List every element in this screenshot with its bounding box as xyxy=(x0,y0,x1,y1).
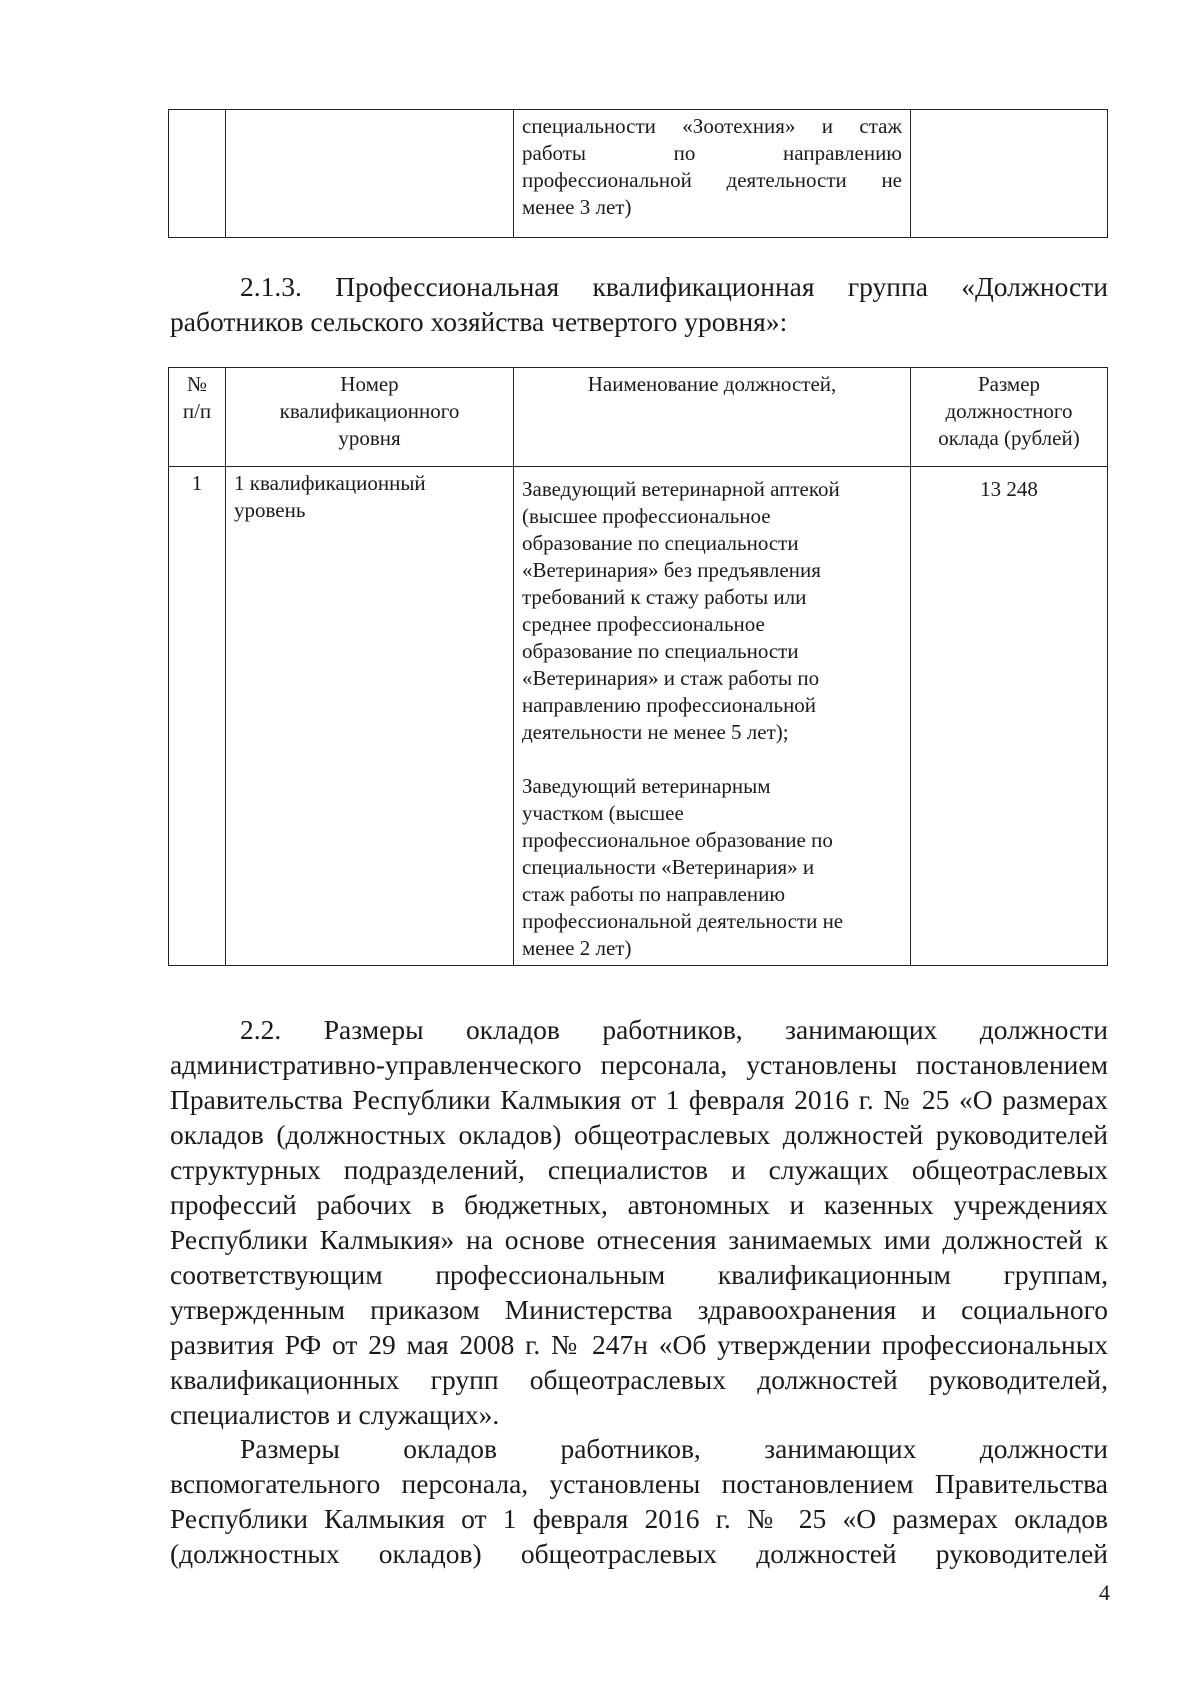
text-line: (должностных окладов) общеотраслевых должностей руководителей xyxy=(170,1538,1108,1569)
section-auxiliary-staff xyxy=(170,1431,1108,1571)
text-line: специальности «Зоотехния» и стаж xyxy=(522,114,902,138)
page-number: 4 xyxy=(1099,1580,1110,1605)
text-line: профессий рабочих в бюджетных, автономных и казенных учреждениях xyxy=(170,1189,1108,1220)
text-line: среднее профессиональное xyxy=(522,612,765,636)
text-line: Размеры окладов работников, занимающих должности xyxy=(240,1433,1108,1464)
header-text: п/п xyxy=(182,399,212,423)
cell-salary: 13 248 xyxy=(911,467,1108,966)
cell-num xyxy=(169,110,226,238)
text-line: профессиональной деятельности не xyxy=(522,909,844,933)
table-row xyxy=(169,467,1108,966)
table-header-row xyxy=(169,368,1108,467)
text-line: направлению профессиональной xyxy=(522,693,817,717)
text-line: профессиональной деятельности не xyxy=(522,168,902,192)
text-line: 2.2. Размеры окладов работников, занимающих должности xyxy=(240,1014,1108,1045)
header-text: № xyxy=(186,372,208,396)
cell-positions xyxy=(514,110,911,238)
table-row xyxy=(169,110,1108,238)
header-text: оклада (рублей) xyxy=(938,426,1080,450)
text-line: участком (высшее xyxy=(522,801,684,825)
header-text: Номер xyxy=(340,372,399,396)
text-line: деятельности не менее 5 лет); xyxy=(522,720,789,744)
text-line: уровень xyxy=(234,498,306,522)
cell-level xyxy=(226,110,514,238)
text-line: стаж работы по направлению xyxy=(522,882,786,906)
continuation-table xyxy=(168,109,1108,238)
text-line: Правительства Республики Калмыкия от 1 февраля 2016 г. № 25 «О размерах xyxy=(170,1084,1108,1115)
text-line: 2.1.3. Профессиональная квалификационная группа «Должности xyxy=(240,271,1108,302)
text-line: «Ветеринария» без предъявления xyxy=(522,558,821,582)
header-salary xyxy=(911,368,1108,467)
text-line: требований к стажу работы или xyxy=(522,585,807,609)
cell-level xyxy=(226,467,514,966)
spacer xyxy=(522,746,902,773)
text-line: вспомогательного персонала, установлены постановлением Правительства xyxy=(170,1468,1108,1499)
header-text: квалификационного xyxy=(279,399,460,423)
text-line: структурных подразделений, специалистов и служащих общеотраслевых xyxy=(170,1154,1108,1185)
cell-num: 1 xyxy=(169,467,226,966)
text-line: работников сельского хозяйства четвертого уровня»: xyxy=(170,306,788,337)
text-line: утвержденным приказом Министерства здравоохранения и социального xyxy=(170,1294,1108,1325)
section-2-2 xyxy=(170,1012,1108,1432)
header-level xyxy=(226,368,514,467)
text-line: образование по специальности xyxy=(522,531,799,555)
text-line: Республики Калмыкия» на основе отнесения занимаемых ими должностей к xyxy=(170,1224,1108,1255)
header-text: должностного xyxy=(945,399,1073,423)
text-line: работы по направлению xyxy=(522,141,902,165)
qualification-table xyxy=(168,367,1108,966)
text-line: специальности «Ветеринария» и xyxy=(522,855,815,879)
text-line: менее 3 лет) xyxy=(522,195,632,219)
text-line: менее 2 лет) xyxy=(522,936,632,960)
text-line: Заведующий ветеринарной аптекой xyxy=(522,477,840,501)
text-line: Заведующий ветеринарным xyxy=(522,774,771,798)
header-name: Наименование должностей, xyxy=(514,368,911,467)
text-line: (высшее профессиональное xyxy=(522,504,771,528)
text-line: квалификационных групп общеотраслевых должностей руководителей, xyxy=(170,1364,1108,1395)
text-line: «Ветеринария» и стаж работы по xyxy=(522,666,820,690)
header-num xyxy=(169,368,226,467)
cell-positions xyxy=(514,467,911,966)
text-line: 1 квалификационный xyxy=(234,471,426,495)
cell-salary xyxy=(911,110,1108,238)
text-line: соответствующим профессиональным квалификационным группам, xyxy=(170,1259,1108,1290)
text-line: образование по специальности xyxy=(522,639,799,663)
header-text: Размер xyxy=(977,372,1041,396)
text-line: Республики Калмыкия от 1 февраля 2016 г. № 25 «О размерах окладов xyxy=(170,1503,1108,1534)
header-text: уровня xyxy=(338,426,401,450)
text-line: административно-управленческого персонала, установлены постановлением xyxy=(170,1049,1108,1080)
text-line: развития РФ от 29 мая 2008 г. № 247н «Об утверждении профессиональных xyxy=(170,1329,1108,1360)
section-2-1-3 xyxy=(170,269,1108,339)
text-line: окладов (должностных окладов) общеотраслевых должностей руководителей xyxy=(170,1119,1108,1150)
text-line: профессиональное образование по xyxy=(522,828,833,852)
text-line: специалистов и служащих». xyxy=(170,1399,500,1430)
